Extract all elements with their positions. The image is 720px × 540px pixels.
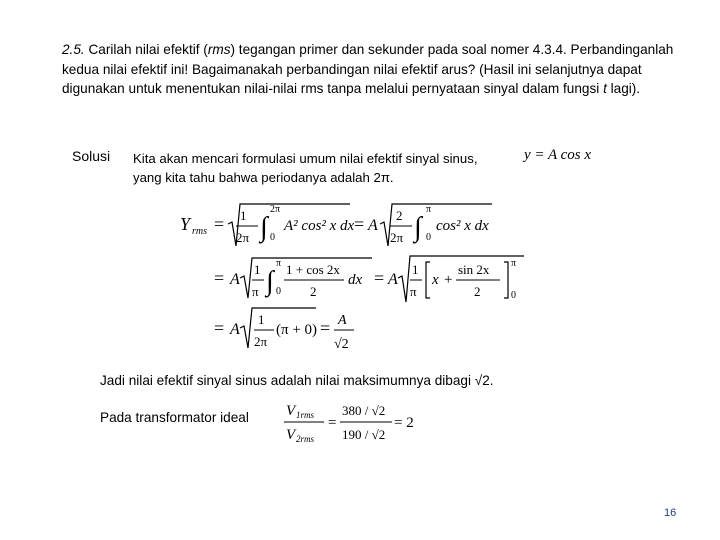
problem-text-c: lagi). <box>606 81 641 96</box>
math-eq-5: = <box>214 318 225 338</box>
int-lower-3: 0 <box>276 286 281 297</box>
problem-t: t <box>603 81 607 96</box>
frac-den-2-3: 2 <box>310 284 317 299</box>
math-eq-6: = <box>320 318 331 338</box>
conclusion-text: Jadi nilai efektif sinyal sinus adalah nilai maksimumnya dibagi √2. <box>100 373 494 388</box>
math-dx: dx <box>348 272 363 288</box>
integral-3: ∫ <box>266 266 274 297</box>
rms-derivation <box>178 198 538 358</box>
integrand-2: cos² x dx <box>436 218 489 234</box>
integral-1: ∫ <box>260 212 268 243</box>
int-lower-2: 0 <box>426 232 431 243</box>
transformer-label: Pada transformator ideal <box>100 410 249 425</box>
ratio-V1: V <box>286 403 296 419</box>
ratio-num: 380 / √2 <box>342 403 386 418</box>
math-eq-4: = <box>374 268 385 288</box>
frac-2pi-5: 2π <box>254 334 268 349</box>
solution-intro <box>133 149 533 187</box>
ratio-result: = 2 <box>394 415 414 431</box>
frac-two-2: 2 <box>396 208 403 223</box>
final-sqrt2: √2 <box>334 337 349 352</box>
math-plus: + <box>444 272 453 288</box>
eval-lower: 0 <box>511 290 516 301</box>
math-eq-3: = <box>214 268 225 288</box>
integrand-1: A² cos² x dx <box>284 218 355 234</box>
integral-2: ∫ <box>414 212 422 243</box>
frac-one-4: 1 <box>412 262 419 277</box>
bracket-left <box>426 262 430 298</box>
int-lower-1: 0 <box>270 232 275 243</box>
problem-rms: rms <box>207 42 231 57</box>
ratio-eq: = <box>328 415 337 431</box>
ratio-V1-sub: 1rms <box>296 410 315 420</box>
equation-y: y = A cos x <box>524 147 592 163</box>
frac-2pi-1: 2π <box>236 230 250 245</box>
math-A-1: A <box>368 217 378 234</box>
bracket-right <box>504 262 508 298</box>
int-upper-1: 2π <box>270 204 281 215</box>
math-A-4: A <box>230 321 240 338</box>
math-pi-plus-zero: (π + 0) <box>276 322 318 338</box>
eval-upper: π <box>511 258 517 269</box>
problem-text-b: ) tegangan primer dan sekunder pada soal nomer 4.3.4. Perbandinganlah kedua nilai efektif ini! Bagaimanakah perbandingan nilai efektif arus? (Hasil ini selanjutnya dapat digunakan untuk menentukan nilai-nilai rms tanpa melalui pernyataan sinyal dalam fungsi <box>62 42 674 96</box>
voltage-ratio <box>284 397 424 447</box>
frac-sin2x: sin 2x <box>458 262 490 277</box>
frac-2pi-2: 2π <box>390 230 404 245</box>
problem-number: 2.5. <box>62 42 85 57</box>
int-upper-2: π <box>426 204 432 215</box>
solution-label: Solusi <box>72 148 111 164</box>
page-number: 16 <box>664 507 677 519</box>
intro-line-1: Kita akan mencari formulasi umum nilai efektif sinyal sinus, <box>133 151 478 166</box>
math-eq-2: = <box>354 214 365 234</box>
frac-one-3: 1 <box>254 262 261 277</box>
math-Y: Y <box>180 214 191 234</box>
frac-den-2-4: 2 <box>474 284 481 299</box>
math-x: x <box>432 272 439 288</box>
intro-line-2: yang kita tahu bahwa periodanya adalah 2π. <box>133 170 394 185</box>
frac-one-5: 1 <box>258 312 265 327</box>
frac-one-1: 1 <box>240 208 247 223</box>
frac-num-cos: 1 + cos 2x <box>286 262 340 277</box>
ratio-V2: V <box>286 427 296 443</box>
math-eq-1: = <box>214 214 225 234</box>
problem-text-a: Carilah nilai efektif ( <box>84 42 208 57</box>
problem-statement <box>62 40 682 99</box>
frac-pi-3: π <box>252 284 259 299</box>
final-A: A <box>338 313 347 328</box>
math-A-2: A <box>230 271 240 288</box>
int-upper-3: π <box>276 258 282 269</box>
math-A-3: A <box>388 271 398 288</box>
frac-pi-4: π <box>410 284 417 299</box>
math-rms-sub: rms <box>192 226 208 237</box>
ratio-den: 190 / √2 <box>342 427 386 442</box>
ratio-V2-sub: 2rms <box>296 434 315 444</box>
